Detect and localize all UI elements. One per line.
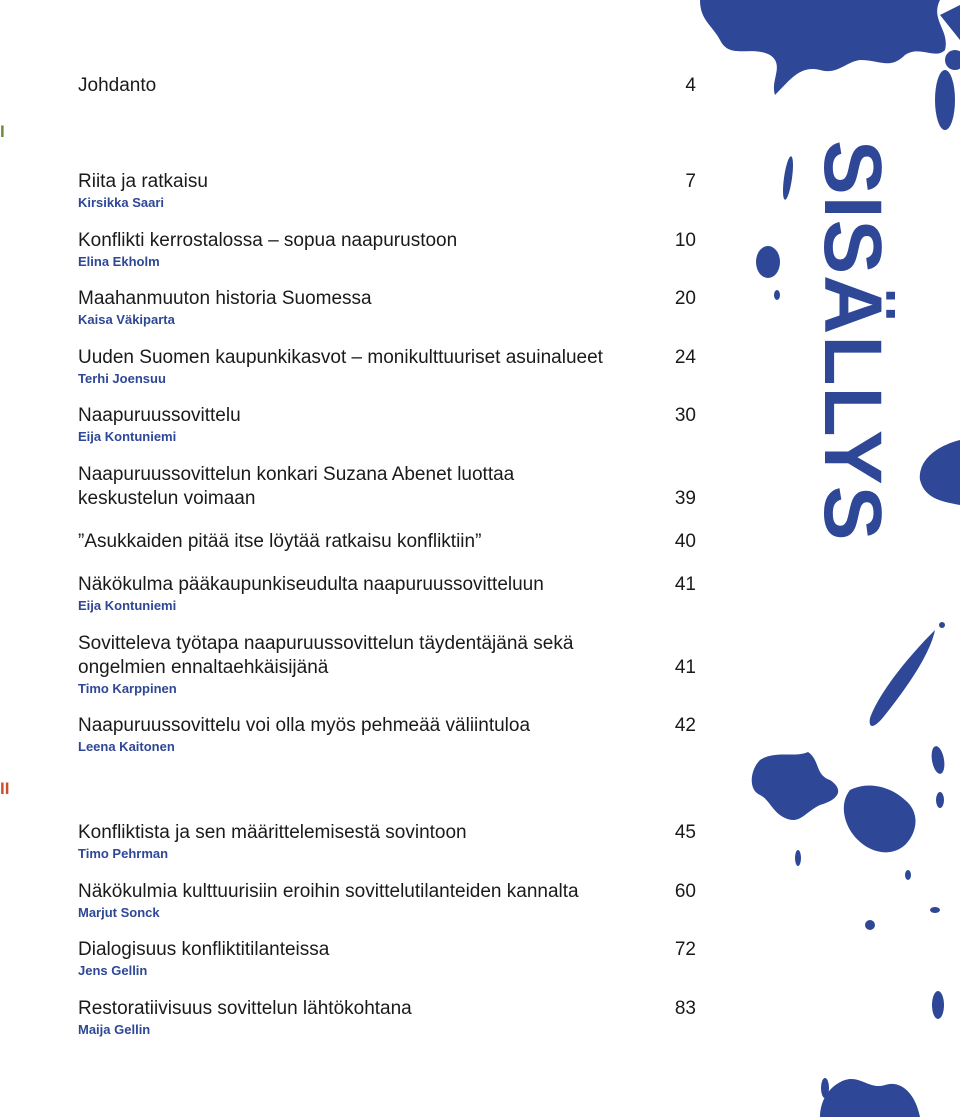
toc-entry [78, 714, 698, 755]
entry-title: Konflikti kerrostalossa – sopua naapurustoon [78, 230, 458, 251]
entry-title: Näkökulmia kulttuurisiin eroihin sovittelutilanteiden kannalta [78, 881, 579, 902]
entry-page: 24 [674, 347, 696, 368]
entry-page: 41 [674, 657, 696, 678]
entry-author: Kaisa Väkiparta [78, 312, 175, 327]
entry-author: Marjut Sonck [78, 905, 160, 920]
entry-page: 72 [674, 939, 696, 960]
entry-author: Timo Pehrman [78, 846, 169, 861]
entry-page: 83 [674, 998, 696, 1019]
entry-title: Naapuruussovittelu voi olla myös pehmeää väliintuloa [78, 715, 531, 736]
part-marker-1: I [0, 122, 5, 141]
entry-page: 41 [674, 574, 696, 595]
toc-entry [78, 463, 698, 511]
entry-title: Maahanmuuton historia Suomessa [78, 288, 372, 309]
entry-author: Kirsikka Saari [78, 195, 165, 210]
toc-entry [78, 880, 698, 921]
part-marker-2: II [0, 779, 10, 798]
toc-entry [78, 530, 698, 554]
entry-title: Johdanto [78, 75, 157, 96]
entry-title: Näkökulma pääkaupunkiseudulta naapuruussovitteluun [78, 574, 544, 595]
entry-author: Eija Kontuniemi [78, 598, 177, 613]
entry-page: 42 [674, 715, 696, 736]
toc-entry [78, 74, 698, 98]
toc-entry [78, 997, 698, 1038]
entry-page: 4 [685, 75, 696, 96]
toc-entry [78, 170, 698, 211]
entry-title: Riita ja ratkaisu [78, 171, 208, 192]
entry-title: Konfliktista ja sen määrittelemisestä sovintoon [78, 822, 467, 843]
entry-author: Leena Kaitonen [78, 739, 175, 754]
entry-title: ”Asukkaiden pitää itse löytää ratkaisu konfliktiin” [78, 531, 482, 552]
entry-title: Sovitteleva työtapa naapuruussovittelun täydentäjänä sekä ongelmien ennaltaehkäisijänä [78, 633, 574, 678]
toc-entry [78, 229, 698, 270]
entry-title: Naapuruussovittelun konkari Suzana Abenet luottaa keskustelun voimaan [78, 464, 515, 509]
entry-author: Terhi Joensuu [78, 371, 166, 386]
side-title: SISÄLLYS [807, 140, 898, 542]
toc-entry [78, 632, 698, 697]
entry-page: 60 [674, 881, 696, 902]
toc-entry [78, 938, 698, 979]
entry-page: 45 [674, 822, 696, 843]
entry-page: 40 [674, 531, 696, 552]
entry-page: 20 [674, 288, 696, 309]
entry-title: Uuden Suomen kaupunkikasvot – monikulttuuriset asuinalueet [78, 347, 603, 368]
toc-entry [78, 404, 698, 445]
toc-entry [78, 573, 698, 614]
entry-author: Jens Gellin [78, 963, 148, 978]
entry-author: Elina Ekholm [78, 254, 160, 269]
toc-entry [78, 287, 698, 328]
entry-page: 30 [674, 405, 696, 426]
entry-author: Timo Karppinen [78, 681, 177, 696]
entry-title: Restoratiivisuus sovittelun lähtökohtana [78, 998, 412, 1019]
entry-page: 10 [674, 230, 696, 251]
entry-page: 7 [685, 171, 696, 192]
entry-page: 39 [674, 488, 696, 509]
toc-entry [78, 346, 698, 387]
entry-author: Eija Kontuniemi [78, 429, 177, 444]
entry-author: Maija Gellin [78, 1022, 151, 1037]
entry-title: Dialogisuus konfliktitilanteissa [78, 939, 330, 960]
toc-entry [78, 821, 698, 862]
entry-title: Naapuruussovittelu [78, 405, 241, 426]
